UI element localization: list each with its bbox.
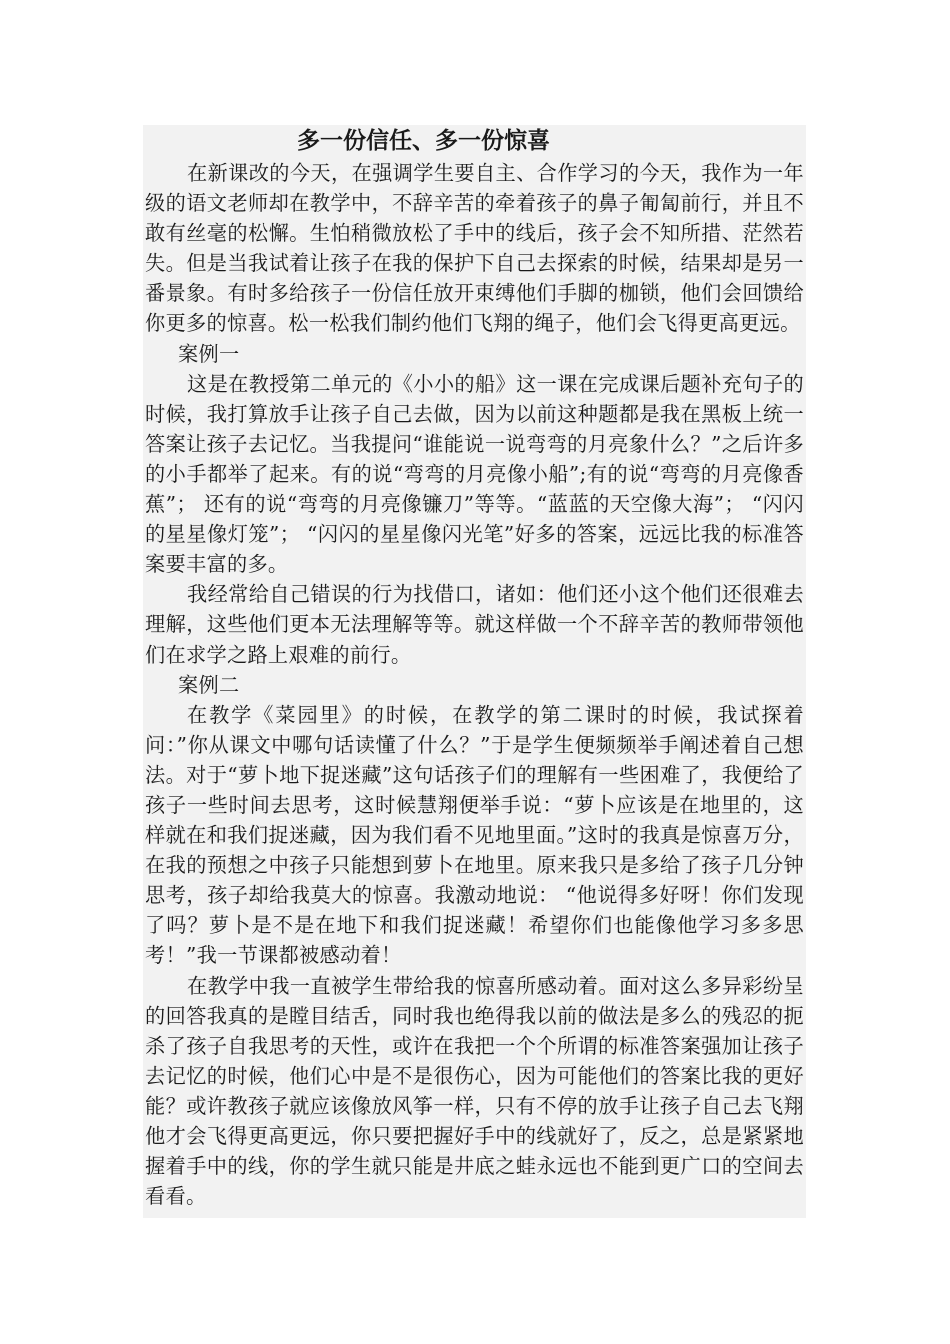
document-title: 多一份信任、多一份惊喜: [297, 128, 550, 154]
paragraph-conclusion: 在教学中我一直被学生带给我的惊喜所感动着。面对这么多异彩纷呈的回答我真的是瞠目结舌，同时我也绝得我以前的做法是多么的残忍的扼杀了孩子自我思考的天性，或许在我把一个个所谓的标准答案强加让孩子去记忆的时候，他们心中是不是很伤心，因为可能他们的答案比我的更好能？或许教孩子就应该像放风筝一样，只有不停的放手让孩子自己去飞翔他才会飞得更高更远，你只要把握好手中的线就好了，反之，总是紧紧地握着手中的线，你的学生就只能是井底之蛙永远也不能到更广口的空间去看看。: [145, 973, 804, 1209]
paragraph-intro: 在新课改的今天，在强调学生要自主、合作学习的今天，我作为一年级的语文老师却在教学中，不辞辛苦的牵着孩子的鼻子匍匐前行，并且不敢有丝毫的松懈。生怕稍微放松了手中的线后，孩子会不知所措、茫然若失。但是当我试着让孩子在我的保护下自己去探索的时候，结果却是另一番景象。有时多给孩子一份信任放开束缚他们手脚的枷锁，他们会回馈给你更多的惊喜。松一松我们制约他们飞翔的绳子，他们会飞得更高更远。: [145, 161, 804, 336]
document-body: [143, 125, 806, 1218]
section-heading-case-1: 案例一: [178, 341, 240, 366]
paragraph-reflection: 我经常给自己错误的行为找借口，诸如：他们还小这个他们还很难去理解，这些他们更本无法理解等等。就这样做一个不辞辛苦的教师带领他们在求学之路上艰难的前行。: [145, 582, 804, 667]
section-heading-case-2: 案例二: [178, 672, 240, 697]
paragraph-case-1: 这是在教授第二单元的《小小的船》这一课在完成课后题补充句子的时候，我打算放手让孩子自己去做，因为以前这种题都是我在黑板上统一答案让孩子去记忆。当我提问“谁能说一说弯弯的月亮象什么？”之后许多的小手都举了起来。有的说“弯弯的月亮像小船”;有的说“弯弯的月亮像香蕉”； 还有的说“弯弯的月亮像镰刀”等等。“蓝蓝的天空像大海”； “闪闪的星星像灯笼”； “闪闪的星星像闪光笔”好多的答案，远远比我的标准答案要丰富的多。: [145, 371, 804, 577]
paragraph-case-2: 在教学《菜园里》的时候，在教学的第二课时的时候，我试探着问：”你从课文中哪句话读懂了什么？”于是学生便频频举手阐述着自己想法。对于“萝卜地下捉迷藏”这句话孩子们的理解有一些困难了，我便给了孩子一些时间去思考，这时候慧翔便举手说：“萝卜应该是在地里的，这样就在和我们捉迷藏，因为我们看不见地里面。”这时的我真是惊喜万分，在我的预想之中孩子只能想到萝卜在地里。原来我只是多给了孩子几分钟思考，孩子却给我莫大的惊喜。我激动地说： “他说得多好呀！你们发现了吗？萝卜是不是在地下和我们捉迷藏！希望你们也能像他学习多多思考！”我一节课都被感动着！: [145, 702, 804, 968]
